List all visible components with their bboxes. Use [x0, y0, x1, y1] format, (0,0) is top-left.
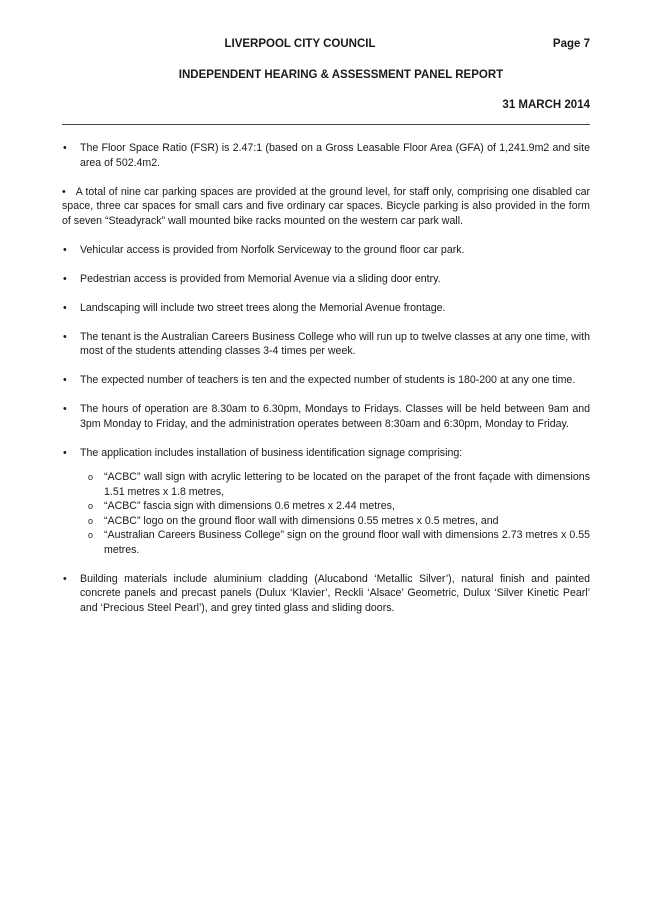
bullet-icon: •: [63, 243, 67, 256]
signage-item: [86, 514, 590, 529]
sub-bullet-icon: o: [88, 530, 94, 540]
signage-item: [86, 528, 590, 557]
sub-bullet-icon: o: [88, 501, 94, 511]
signage-item-text: “ACBC” wall sign with acrylic lettering to be located on the parapet of the front façade with dimensions 1.51 metres x 1.8 metres,: [104, 471, 590, 498]
sub-bullet-icon: o: [88, 472, 94, 482]
bullet-icon: •: [63, 572, 67, 585]
bullet-icon: •: [63, 272, 67, 285]
signage-item-text: “ACBC” fascia sign with dimensions 0.6 metres x 2.44 metres,: [104, 500, 395, 512]
bullet-text: Landscaping will include two street trees along the Memorial Avenue frontage.: [80, 301, 446, 314]
bullet-icon: •: [63, 446, 67, 459]
bullet-fsr: [62, 141, 590, 170]
bullet-icon: •: [63, 330, 67, 343]
bullet-icon: •: [63, 142, 67, 154]
bullet-icon: •: [63, 301, 67, 314]
report-title: INDEPENDENT HEARING & ASSESSMENT PANEL REPORT: [178, 69, 504, 81]
bullet-icon: •: [63, 374, 67, 386]
header-divider: [62, 124, 590, 125]
bullet-text: Building materials include aluminium cladding (Alucabond ‘Metallic Silver’), natural finish and painted concrete panels and precast panels (Dulux ‘Klavier’, Reckli ‘Alsace’ Geometric, Dulux ‘Silver Kinetic Pearl’ and ‘Precious Steel Pearl’), and grey tinted glass and sliding doors.: [80, 572, 590, 614]
bullet-icon: •: [62, 185, 66, 198]
report-body: [62, 141, 590, 630]
bullet-signage: [62, 446, 590, 558]
bullet-text: The Floor Space Ratio (FSR) is 2.47:1 (based on a Gross Leasable Floor Area (GFA) of 1,241.9m2 and site area of 502.4m2.: [80, 142, 590, 169]
page-number: Page 7: [552, 38, 590, 50]
bullet-vehicular-access: [62, 243, 590, 258]
bullet-tenant: [62, 330, 590, 359]
bullet-teachers-students: [62, 373, 590, 388]
signage-item: [86, 499, 590, 514]
signage-item: [86, 470, 590, 499]
bullet-text: The tenant is the Australian Careers Business College who will run up to twelve classes at any one time, with most of the students attending classes 3-4 times per week.: [80, 330, 590, 357]
signage-item-text: “Australian Careers Business College” sign on the ground floor wall with dimensions 2.73 metres x 0.55 metres.: [104, 529, 590, 556]
bullet-building-materials: [62, 572, 590, 616]
signage-item-text: “ACBC” logo on the ground floor wall with dimensions 0.55 metres x 0.5 metres, and: [104, 514, 499, 527]
bullet-icon: •: [63, 403, 67, 415]
bullet-text: Vehicular access is provided from Norfolk Serviceway to the ground floor car park.: [80, 243, 465, 256]
report-date: 31 MARCH 2014: [502, 99, 590, 111]
bullet-text: The hours of operation are 8.30am to 6.30pm, Mondays to Fridays. Classes will be held between 9am and 3pm Monday to Friday, and the administration operates between 8:30am and 6:30pm, Monday to Friday.: [80, 403, 590, 430]
bullet-hours: [62, 402, 590, 431]
bullet-text: The expected number of teachers is ten and the expected number of students is 180-200 at any one time.: [80, 374, 576, 386]
bullet-text: Pedestrian access is provided from Memorial Avenue via a sliding door entry.: [80, 272, 441, 285]
bullet-car-parking: [62, 185, 590, 229]
council-name: LIVERPOOL CITY COUNCIL: [224, 38, 376, 50]
bullet-text: The application includes installation of business identification signage comprising:: [80, 446, 463, 459]
signage-list: [80, 470, 590, 557]
bullet-text: A total of nine car parking spaces are provided at the ground level, for staff only, comprising one disabled car space, three car spaces for small cars and five ordinary car spaces. Bicycle parking is also provided in the form of seven “Steadyrack” wall mounted bike racks mounted on the western car park wall.: [62, 185, 590, 227]
bullet-pedestrian-access: [62, 272, 590, 287]
sub-bullet-icon: o: [88, 515, 94, 526]
bullet-landscaping: [62, 301, 590, 316]
